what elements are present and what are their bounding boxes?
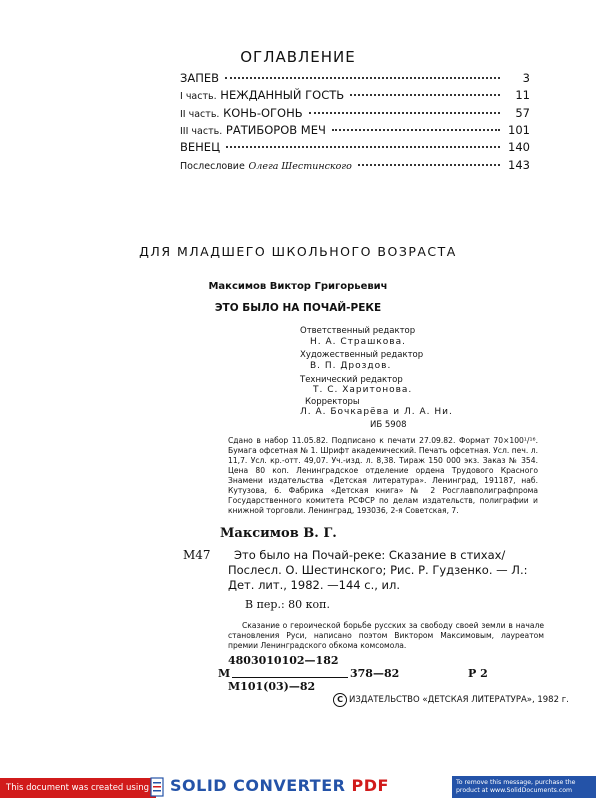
bib-line: Дет. лит., 1982. —144 с., ил. [228, 578, 401, 592]
fraction-line [232, 677, 348, 678]
watermark-brand-pdf: PDF [351, 776, 389, 795]
toc-entry-page: 140 [508, 140, 530, 154]
credit-names: Л. А. Бочкарёва и Л. А. Ни. [300, 407, 453, 417]
toc-entry-part: III часть. [180, 126, 223, 137]
publisher-line [333, 693, 569, 707]
watermark-right-text[interactable]: To remove this message, purchase the product at www.SolidDocuments.com [452, 776, 596, 798]
classification: Р 2 [468, 667, 488, 680]
watermark-brand-name: SOLID CONVERTER [170, 776, 346, 795]
toc-leader [350, 94, 500, 96]
watermark-banner [0, 774, 596, 800]
toc-entry-label: ЗАПЕВ [180, 71, 220, 85]
ib-number: ИБ 5908 [370, 420, 407, 430]
age-group-heading: ДЛЯ МЛАДШЕГО ШКОЛЬНОГО ВОЗРАСТА [139, 244, 457, 259]
credit-role: Технический редактор [300, 375, 403, 385]
toc-entry [180, 158, 530, 172]
bib-line: Послесл. О. Шестинского; Рис. Р. Гудзенко. — Л.: [228, 563, 528, 577]
credit-role: Корректоры [305, 397, 360, 407]
toc-entry-part: II часть. [180, 109, 220, 120]
toc-entry-label: ВЕНЕЦ [180, 140, 220, 154]
toc-entry-page: 101 [508, 123, 530, 137]
code-bottom: М101(03)—82 [228, 680, 316, 693]
toc-title: ОГЛАВЛЕНИЕ [240, 48, 356, 66]
toc-entry [180, 106, 530, 120]
toc-entry [180, 88, 530, 102]
toc-entry-page: 3 [522, 71, 530, 85]
watermark-brand[interactable] [170, 776, 389, 795]
toc-entry-page: 11 [515, 88, 530, 102]
toc-entry-page: 143 [508, 158, 530, 172]
toc-entry [180, 140, 530, 154]
catalog-author: Максимов В. Г. [220, 526, 337, 541]
toc-leader [332, 129, 500, 131]
book-title: ЭТО БЫЛО НА ПОЧАЙ-РЕКЕ [214, 302, 382, 314]
catalog-index: М47 [183, 548, 211, 562]
credit-names: В. П. Дроздов. [310, 361, 392, 371]
bib-line: Это было на Почай-реке: Сказание в стихах/ [234, 548, 506, 562]
toc-entry [180, 123, 530, 137]
credit-role: Ответственный редактор [300, 326, 416, 336]
toc-entry-label: НЕЖДАННЫЙ ГОСТЬ [220, 88, 345, 102]
credit-role: Художественный редактор [300, 350, 424, 360]
code-prefix: М [218, 667, 231, 680]
watermark-left-text: This document was created using [0, 778, 156, 798]
toc-leader [358, 164, 500, 166]
toc-entry-part: I часть. [180, 91, 217, 102]
code-mid: 378—82 [350, 667, 400, 680]
bibliographic-description [228, 548, 546, 593]
toc-leader [309, 112, 500, 114]
toc-entry [180, 71, 530, 85]
toc-entry-page: 57 [515, 106, 530, 120]
annotation: Сказание о героической борьбе русских за свободу своей земли в начале становления Руси, написано поэтом Виктором Максимовым, лауреатом премии Ленинградского обкома комсомола. [228, 621, 544, 650]
toc-entry-label: КОНЬ-ОГОНЬ [223, 106, 303, 120]
toc-entry-label: Олега Шестинского [248, 161, 352, 172]
price: В пер.: 80 коп. [245, 598, 330, 611]
toc-leader [226, 146, 500, 148]
copyright-icon: С [333, 693, 347, 707]
publisher-text: ИЗДАТЕЛЬСТВО «ДЕТСКАЯ ЛИТЕРАТУРА», 1982 г. [349, 695, 569, 705]
credit-names: Т. С. Харитонова. [313, 385, 413, 395]
imprint-text: Сдано в набор 11.05.82. Подписано к печати 27.09.82. Формат 70×100¹/¹⁶. Бумага офсетная № 1. Шрифт академический. Печать офсетная. Усл. печ. л. 11,7. Усл. кр.-отт. 49,07. Уч.-изд. л. 8,38. Тираж 150 000 экз. Заказ № 354. Цена 80 коп. Ленинградское отделение ордена Трудового Красного Знамени издательства «Детская литература». Ленинград, 191187, наб. Кутузова, 6. Фабрика «Детская книга» № 2 Росглавполиграфпрома Государственного комитета РСФСР по делам издательств, полиграфии и книжной торговли. Ленинград, 193036, 2-я Советская, 7. [228, 436, 538, 515]
document-icon [150, 776, 164, 798]
code-top: 4803010102—182 [228, 654, 339, 667]
toc-entry-part: Послесловие [180, 161, 245, 172]
credit-names: Н. А. Страшкова. [310, 337, 406, 347]
author-full-name: Максимов Виктор Григорьевич [208, 281, 388, 292]
toc-entry-label: РАТИБОРОВ МЕЧ [225, 123, 326, 137]
toc-leader [225, 77, 500, 79]
